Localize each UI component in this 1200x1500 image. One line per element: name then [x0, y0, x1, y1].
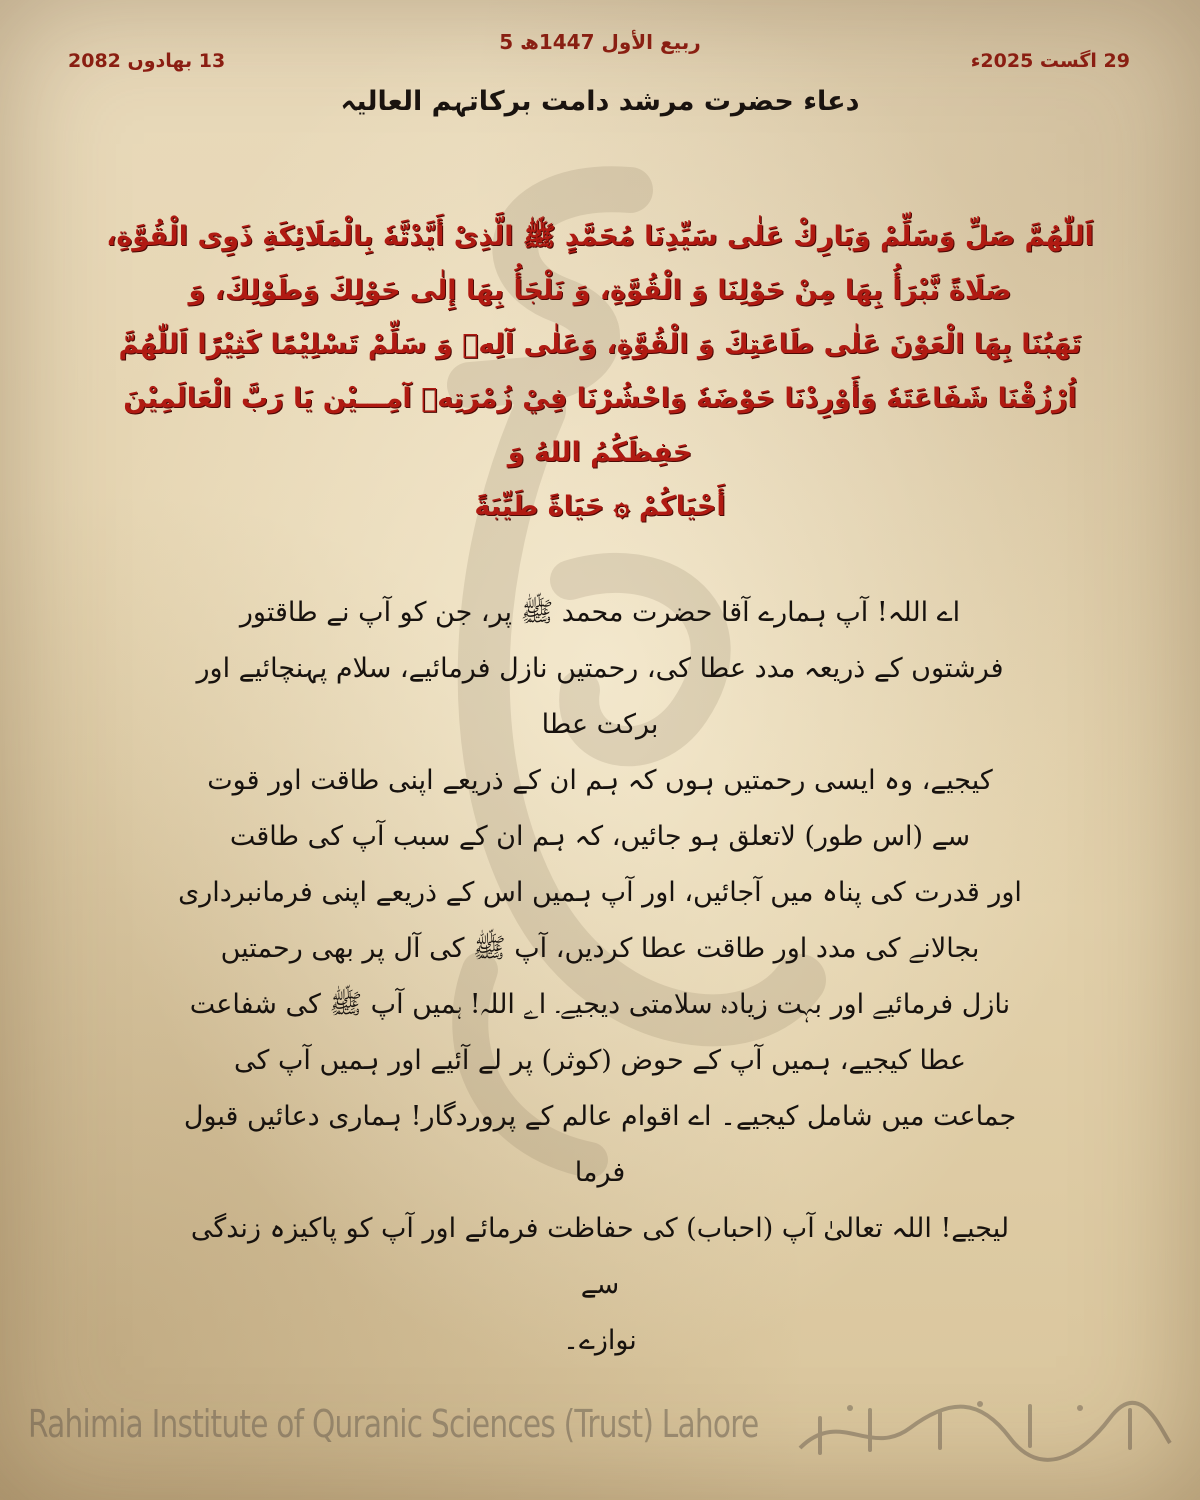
hijri-date: 5 ربیع الأول 1447ھ	[499, 30, 701, 54]
page-title: دعاء حضرت مرشد دامت برکاتہم العالیہ	[340, 86, 860, 117]
urdu-line: اے اللہ! آپ ہمارے آقا حضرت محمد ﷺ پر، جن کو آپ نے طاقتور	[239, 597, 961, 628]
urdu-line: بجالانے کی مدد اور طاقت عطا کردیں، آپ ﷺ کی آل پر بھی رحمتیں	[220, 933, 980, 964]
urdu-line: نوازے۔	[563, 1325, 637, 1356]
institute-logo-calligraphy-icon	[780, 1388, 1180, 1468]
arabic-dua	[90, 210, 1110, 534]
urdu-line: فرشتوں کے ذریعہ مدد عطا کی، رحمتیں نازل فرمائیے، سلام پہنچائیے اور برکت عطا	[196, 653, 1004, 740]
bikrami-date: 13 بھادوں 2082	[68, 50, 226, 72]
urdu-line: کیجیے، وہ ایسی رحمتیں ہوں کہ ہم ان کے ذریعے اپنی طاقت اور قوت	[207, 765, 993, 796]
urdu-line: نازل فرمائیے اور بہت زیادہ سلامتی دیجیے۔ اے اللہ! ہمیں آپ ﷺ کی شفاعت	[189, 989, 1011, 1020]
urdu-line: سے (اس طور) لاتعلق ہو جائیں، کہ ہم ان کے سبب آپ کی طاقت	[229, 821, 971, 852]
arabic-line: صَلَاةً نَّبْرَأُ بِهَا مِنْ حَوْلِنَا وَ الْقُوَّةِ، وَ نَلْجَأُ بِهَا إِلٰى حَوْلِكَ وَطَوْلِكَ، وَ	[188, 275, 1012, 306]
arabic-line: اُرْزُقْنَا شَفَاعَتَهٗ وَأَوْرِدْنَا حَوْضَهٗ وَاحْشُرْنَا فِيْ زُمْرَتِهٖ آمِـــيْن يَا رَبَّ الْعَالَمِيْنَ حَفِظَكُمُ اللهُ وَ	[123, 383, 1077, 468]
urdu-line: عطا کیجیے، ہمیں آپ کے حوض (کوثر) پر لے آئیے اور ہمیں آپ کی	[234, 1045, 966, 1076]
institute-name-english: Rahimia Institute of Quranic Sciences (Trust) Lahore	[28, 1402, 759, 1446]
urdu-line: اور قدرت کی پناہ میں آجائیں، اور آپ ہمیں اس کے ذریعے اپنی فرمانبرداری	[178, 877, 1022, 908]
arabic-line: أَحْيَاكُمْ ۞ حَيَاةً طَيِّبَةً	[474, 491, 726, 522]
urdu-translation	[170, 585, 1030, 1369]
arabic-line: تَهَبُنَا بِهَا الْعَوْنَ عَلٰى طَاعَتِكَ وَ الْقُوَّةِ، وَعَلٰى آلِهٖ وَ سَلِّمْ تَسْلِيْمًا كَثِيْرًا اَللّٰهُمَّ	[118, 329, 1082, 360]
arabic-line: اَللّٰهُمَّ صَلِّ وَسَلِّمْ وَبَارِكْ عَلٰى سَيِّدِنَا مُحَمَّدٍ ﷺ الَّذِىْ أَيَّدْتَّهٗ بِالْمَلَائِكَةِ ذَوِى الْقُوَّةِ،	[106, 221, 1094, 252]
gregorian-date: 29 اگست 2025ء	[970, 50, 1130, 72]
urdu-line: جماعت میں شامل کیجیے۔ اے اقوام عالم کے پروردگار! ہماری دعائیں قبول فرما	[183, 1101, 1017, 1188]
urdu-line: لیجیے! اللہ تعالیٰ آپ (احباب) کی حفاظت فرمائے اور آپ کو پاکیزہ زندگی سے	[190, 1213, 1010, 1300]
